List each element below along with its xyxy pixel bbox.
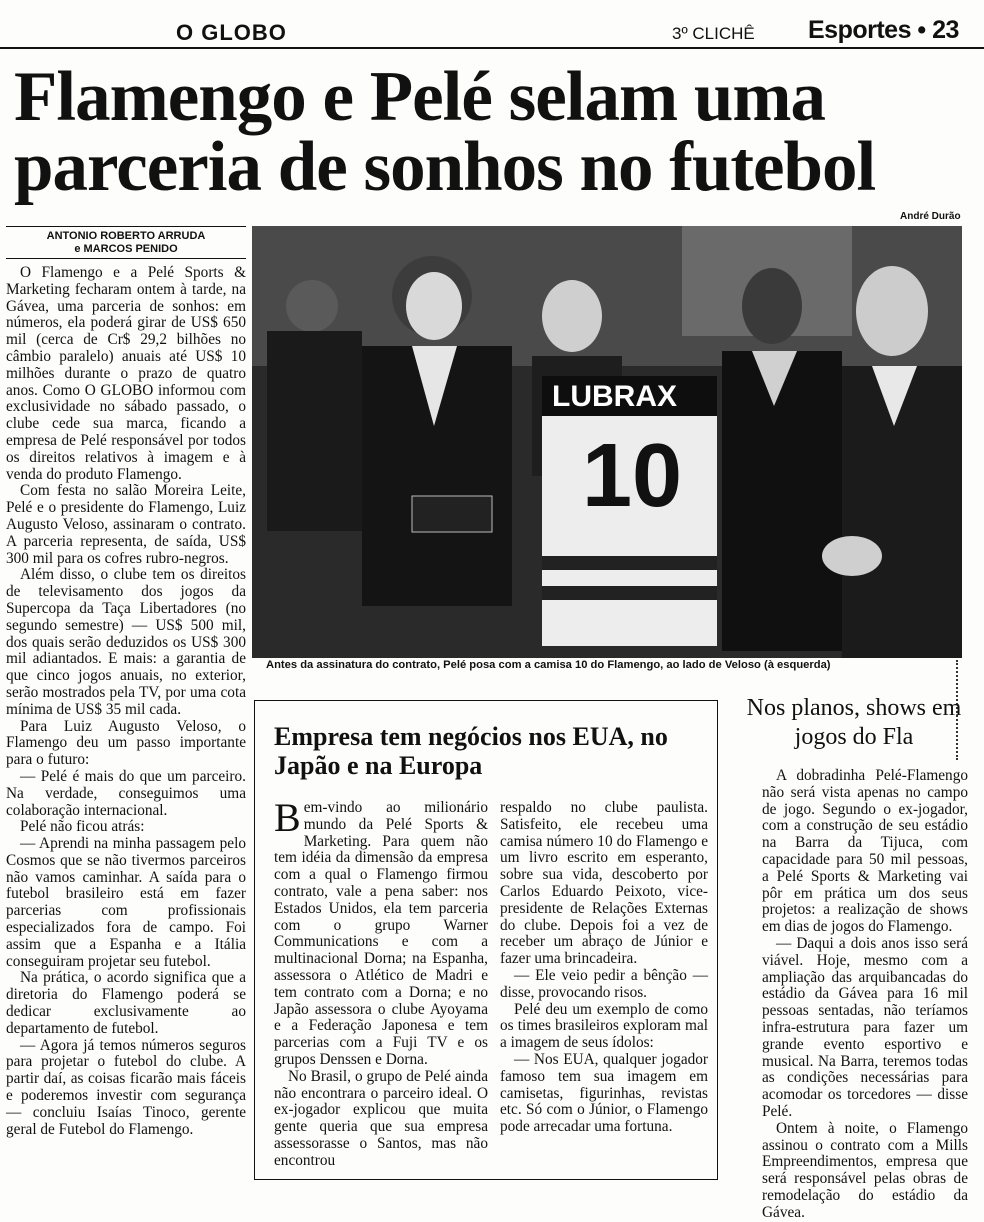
story-quote: — Nos EUA, qualquer jogador famoso tem sua imagem em camisetas, figurinhas, revistas etc. Só com o Júnior, o Flamengo pode arrecadar uma fortuna. <box>500 1050 708 1136</box>
story-quote: — Pelé é mais do que um parceiro. Na verdade, conseguimos uma colaboração internacional. <box>6 767 246 819</box>
side-headline: Nos planos, shows em jogos do Fla <box>746 695 962 750</box>
newspaper-name: O GLOBO <box>176 20 287 45</box>
photo-caption: Antes da assinatura do contrato, Pelé posa com a camisa 10 do Flamengo, ao lado de Veloso (à esquerda) <box>266 659 831 671</box>
story-quote: — Agora já temos números seguros para projetar o futebol do clube. A partir daí, as coisas ficarão mais fáceis e poderemos investir com segurança — concluiu Isaías Tinoco, gerente geral de Futebol do Flamengo. <box>6 1036 246 1138</box>
story-paragraph: em-vindo ao milionário mundo da Pelé Sports & Marketing. Para quem não tem idéia da dimensão da empresa com a qual o Flamengo firmou contrato, vale a pena saber: nos Estados Unidos, ela tem parceria com o grupo Warner Communications e com a multinacional Dorna; na Espanha, assessora o Atlético de Madri e tem contrato com a Dorna; e no Japão assessora o clube Ayoyama e a Federação Japonesa e tem parcerias com a Fuji TV e os grupos Denssen e Dorna. <box>274 799 488 1068</box>
story-paragraph: Além disso, o clube tem os direitos de televisamento dos jogos da Supercopa da Taça Libertadores (no segundo semestre) — US$ 500 mil, dos quais serão deduzidos os US$ 300 mil adiantados. E mais: a garantia de que cinco jogos anuais, no exterior, serão mostrados pela TV, por uma cota mínima de US$ 35 mil cada. <box>6 566 246 718</box>
box-headline: Empresa tem negócios nos EUA, no Japão e na Europa <box>274 722 668 780</box>
box-story-column-1 <box>274 795 488 1170</box>
story-quote: — Daqui a dois anos isso será viável. Hoje, mesmo com a ampliação das arquibancadas do estádio da Gávea para 16 mil pessoas sentadas, não teríamos infra-estrutura para fazer um grande evento esportivo e musical. Na Barra, teremos todas as condições necessárias para acomodar os torcedores — disse Pelé. <box>762 934 968 1120</box>
main-headline: Flamengo e Pelé selam uma parceria de sonhos no futebol <box>14 58 876 206</box>
story-paragraph: Pelé deu um exemplo de como os times brasileiros exploram mal a imagem de seus ídolos: <box>500 1000 708 1052</box>
byline-author-1: ANTONIO ROBERTO ARRUDA <box>46 230 206 242</box>
svg-text:10: 10 <box>582 426 683 526</box>
story-paragraph: No Brasil, o grupo de Pelé ainda não encontrara o parceiro ideal. O ex-jogador explicou que muita gente queria que sua empresa assessorasse o Santos, mas não encontrou <box>274 1067 488 1169</box>
drop-cap: B <box>274 795 301 840</box>
edition-label: 3º CLICHÊ <box>672 24 755 43</box>
box-story-column-2 <box>500 800 708 1136</box>
story-paragraph: Na prática, o acordo significa que a diretoria do Flamengo poderá se dedicar exclusivamente ao departamento de futebol. <box>6 969 246 1037</box>
story-quote: — Ele veio pedir a bênção — disse, provocando risos. <box>500 966 708 1001</box>
story-paragraph: Ontem à noite, o Flamengo assinou o contrato com a Mills Empreendimentos, empresa que será responsável pelas obras de remodelação do estádio da Gávea. <box>762 1119 968 1221</box>
story-quote: — Aprendi na minha passagem pelo Cosmos que se não tivermos parceiros não vamos caminhar. A saída para o futebol brasileiro está em fazer parcerias com profissionais especializados fora de campo. Foi assim que a Espanha e a Itália conseguiram projetar seu futebol. <box>6 835 246 970</box>
story-paragraph: Para Luiz Augusto Veloso, o Flamengo deu um passo importante para o futuro: <box>6 717 246 769</box>
section-page-label: Esportes • 23 <box>808 16 959 44</box>
photo-credit: André Durão <box>900 211 961 222</box>
side-story-column <box>762 768 968 1222</box>
news-photo <box>252 226 962 658</box>
masthead-rule <box>0 47 984 49</box>
photo-illustration <box>252 226 962 658</box>
story-paragraph: O Flamengo e a Pelé Sports & Marketing fecharam ontem à tarde, na Gávea, uma parceria de sonhos: em números, ela poderá girar de US$ 650 mil (cerca de Cr$ 29,2 bilhões no câmbio paralelo) anuais até US$ 10 milhões durante o prazo de quatro anos. Como O GLOBO informou com exclusividade no sábado passado, o clube cede sua marca, ficando a empresa de Pelé responsável por todos os direitos relativos à imagem e à venda do produto Flamengo. <box>6 264 246 483</box>
byline-top-rule <box>6 226 246 227</box>
story-paragraph: Com festa no salão Moreira Leite, Pelé e o presidente do Flamengo, Luiz Augusto Veloso, assinaram o contrato. A parceria representa, de saída, US$ 300 mil para os cofres rubro-negros. <box>6 482 246 567</box>
main-story-column <box>6 265 246 1138</box>
byline-bottom-rule <box>6 258 246 259</box>
story-paragraph: respaldo no clube paulista. Satisfeito, ele recebeu uma camisa número 10 do Flamengo e um livro escrito em esperanto, sobre sua vida, descoberto por Carlos Eduardo Peixoto, vice-presidente de Relações Externas do clube. Depois foi a vez de receber um abraço de Júnior e fazer uma brincadeira. <box>500 799 708 968</box>
story-paragraph: Pelé não ficou atrás: <box>20 818 145 836</box>
svg-text:LUBRAX: LUBRAX <box>552 380 677 413</box>
byline <box>6 230 246 256</box>
story-paragraph: A dobradinha Pelé-Flamengo não será vista apenas no campo de jogo. Segundo o ex-jogador, com a construção de seu estádio na Barra da Tijuca, com capacidade para 50 mil pessoas, a Pelé Sports & Marketing vai pôr em prática um dos seus projetos: a realização de shows em dias de jogos do Flamengo. <box>762 767 968 936</box>
byline-author-2: e MARCOS PENIDO <box>74 243 178 255</box>
